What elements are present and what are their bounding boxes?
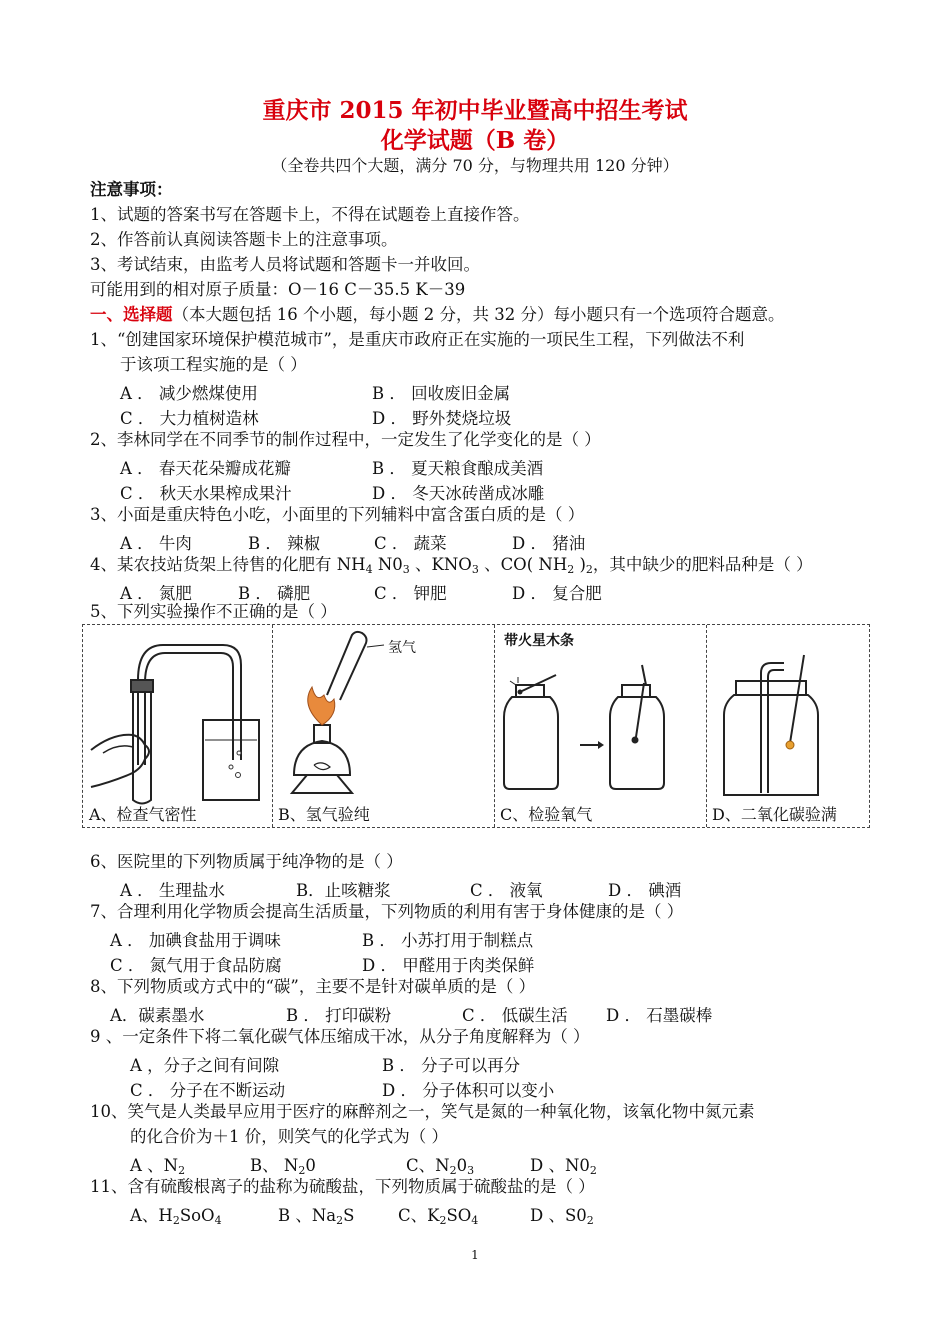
question-10-stem: 10、笑气是人类最早应用于医疗的麻醉剂之一，笑气是氮的一种氧化物，该氧化物中氮元素 bbox=[90, 1102, 755, 1121]
airtightness-check-illustration bbox=[83, 625, 272, 805]
question-6-stem: 6、医院里的下列物质属于纯净物的是（ ） bbox=[90, 852, 403, 871]
question-4-option-d: D ． 复合肥 bbox=[512, 584, 602, 603]
question-11-stem: 11、含有硫酸根离子的盐称为硫酸盐，下列物质属于硫酸盐的是（ ） bbox=[90, 1177, 595, 1196]
question-5-stem: 5、下列实验操作不正确的是（ ） bbox=[90, 602, 337, 621]
exam-subject-title: 化学试题（B 卷） bbox=[380, 127, 570, 154]
figure-d-cell bbox=[706, 625, 869, 827]
question-6-option-c: C ． 液氧 bbox=[470, 881, 543, 900]
figure-d-caption: D、二氧化碳验满 bbox=[712, 805, 837, 824]
question-4-option-b: B ． 磷肥 bbox=[238, 584, 311, 603]
question-1-option-c: C ． 大力植树造林 bbox=[120, 409, 259, 428]
question-2-stem: 2、李林同学在不同季节的制作过程中，一定发生了化学变化的是（ ） bbox=[90, 430, 601, 449]
question-1-stem: 1、“创建国家环境保护模范城市”，是重庆市政府正在实施的一项民生工程，下列做法不利 bbox=[90, 330, 745, 349]
question-3-stem: 3、小面是重庆特色小吃，小面里的下列辅料中富含蛋白质的是（ ） bbox=[90, 505, 585, 524]
question-9-stem: 9 、一定条件下将二氧化碳气体压缩成干冰，从分子角度解释为（ ） bbox=[90, 1027, 590, 1046]
question-3-option-c: C ． 蔬菜 bbox=[374, 534, 447, 553]
question-9-option-a: A ，分子之间有间隙 bbox=[130, 1056, 280, 1075]
question-10-option-c: C、$N_20_3$ bbox=[406, 1156, 475, 1177]
question-8-option-b: B ． 打印碳粉 bbox=[286, 1006, 392, 1025]
question-11-option-d: D 、$S0_2$ bbox=[530, 1206, 594, 1227]
question-5-figure-table bbox=[82, 624, 870, 828]
hydrogen-label: 氢气 bbox=[388, 640, 416, 656]
question-7-option-a: A ． 加碘食盐用于调味 bbox=[110, 931, 281, 950]
question-10-option-d: D 、$N0_2$ bbox=[530, 1156, 597, 1177]
question-11-option-c: C、$K_2SO_4$ bbox=[398, 1206, 479, 1227]
question-7-option-b: B ． 小苏打用于制糕点 bbox=[362, 931, 534, 950]
notice-item: 1、试题的答案书写在答题卡上，不得在试题卷上直接作答。 bbox=[90, 205, 530, 224]
question-2-option-a: A ． 春天花朵瓣成花瓣 bbox=[120, 459, 291, 478]
question-9-option-c: C ． 分子在不断运动 bbox=[130, 1081, 286, 1100]
question-8-option-d: D ． 石墨碳棒 bbox=[606, 1006, 713, 1025]
question-1-option-b: B ． 回收废旧金属 bbox=[372, 384, 511, 403]
question-11-option-a: A、$H_2SoO_4$ bbox=[130, 1206, 222, 1227]
question-1-stem-cont: 于该项工程实施的是（ ） bbox=[120, 355, 307, 374]
question-4-stem-part: 、CO( NH bbox=[484, 555, 568, 574]
question-3-option-b: B ． 辣椒 bbox=[248, 534, 321, 553]
question-8-option-c: C ． 低碳生活 bbox=[462, 1006, 568, 1025]
figure-c-cell bbox=[494, 625, 707, 827]
question-10-option-a: A 、$N_2$ bbox=[130, 1156, 186, 1177]
section-label: 一、选择题 bbox=[90, 305, 173, 324]
question-8-option-a: A．碳素墨水 bbox=[110, 1006, 205, 1025]
section-heading bbox=[90, 305, 784, 325]
question-9-option-d: D ． 分子体积可以变小 bbox=[382, 1081, 555, 1100]
hydrogen-purity-test-illustration bbox=[272, 625, 494, 805]
notice-item: 3、考试结束，由监考人员将试题和答题卡一并收回。 bbox=[90, 255, 480, 274]
notice-item: 2、作答前认真阅读答题卡上的注意事项。 bbox=[90, 230, 398, 249]
question-11-option-b: B 、$Na_2S$ bbox=[278, 1206, 355, 1227]
question-4-stem-part: 4、某农技站货架上待售的化肥有 NH bbox=[90, 555, 366, 574]
question-2-option-b: B ． 夏天粮食酿成美酒 bbox=[372, 459, 544, 478]
question-9-option-b: B ． 分子可以再分 bbox=[382, 1056, 521, 1075]
question-4-option-a: A ． 氮肥 bbox=[120, 584, 192, 603]
question-3-option-d: D ． 猪油 bbox=[512, 534, 586, 553]
notice-heading: 注意事项： bbox=[90, 180, 173, 199]
question-1-option-a: A ． 减少燃煤使用 bbox=[120, 384, 258, 403]
question-4-stem: 4、某农技站货架上待售的化肥有 $NH_4$ $N0_3$ 、$KNO_3$ 、CO( $NH_2$ )$_2$，其中缺少的肥料品种是（ ） bbox=[90, 555, 813, 576]
question-8-stem: 8、下列物质或方式中的“碳”，主要不是针对碳单质的是（ ） bbox=[90, 977, 536, 996]
exam-title: 重庆市 2015 年初中毕业暨高中招生考试 bbox=[262, 97, 688, 124]
question-7-option-d: D ． 甲醛用于肉类保鲜 bbox=[362, 956, 535, 975]
question-7-option-c: C ． 氮气用于食品防腐 bbox=[110, 956, 282, 975]
page-number: 1 bbox=[471, 1248, 479, 1262]
atomic-mass-line: 可能用到的相对原子质量：O－16 C－35.5 K－39 bbox=[90, 280, 466, 299]
figure-b-caption: B、氢气验纯 bbox=[278, 805, 370, 824]
question-6-option-b: B．止咳糖浆 bbox=[296, 881, 391, 900]
figure-a-caption: A、检查气密性 bbox=[89, 805, 197, 824]
question-4-option-c: C ． 钾肥 bbox=[374, 584, 447, 603]
figure-a-cell bbox=[83, 625, 273, 827]
carbon-dioxide-full-test-illustration bbox=[706, 625, 869, 805]
question-3-option-a: A ． 牛肉 bbox=[120, 534, 192, 553]
glowing-splint-label: 带火星木条 bbox=[504, 633, 574, 649]
question-6-option-d: D ． 碘酒 bbox=[608, 881, 682, 900]
question-4-stem-part: ，其中缺少的肥料品种是（ ） bbox=[592, 555, 813, 574]
question-10-stem-cont: 的化合价为＋1 价，则笑气的化学式为（ ） bbox=[130, 1127, 448, 1146]
question-10-option-b: B、 $N_20$ bbox=[250, 1156, 316, 1177]
question-6-option-a: A ． 生理盐水 bbox=[120, 881, 225, 900]
exam-subtitle: （全卷共四个大题，满分 70 分，与物理共用 120 分钟） bbox=[271, 156, 679, 175]
figure-b-cell bbox=[272, 625, 495, 827]
question-4-stem-part: 、KNO bbox=[415, 555, 472, 574]
question-7-stem: 7、合理利用化学物质会提高生活质量，下列物质的利用有害于身体健康的是（ ） bbox=[90, 902, 684, 921]
question-1-option-d: D ． 野外焚烧垃圾 bbox=[372, 409, 512, 428]
question-2-option-d: D ． 冬天冰砖凿成冰雕 bbox=[372, 484, 545, 503]
oxygen-test-illustration bbox=[494, 625, 706, 805]
question-2-option-c: C ． 秋天水果榨成果汁 bbox=[120, 484, 292, 503]
section-description: （本大题包括 16 个小题，每小题 2 分，共 32 分）每小题只有一个选项符合题意。 bbox=[172, 305, 785, 324]
figure-c-caption: C、检验氧气 bbox=[500, 805, 593, 824]
